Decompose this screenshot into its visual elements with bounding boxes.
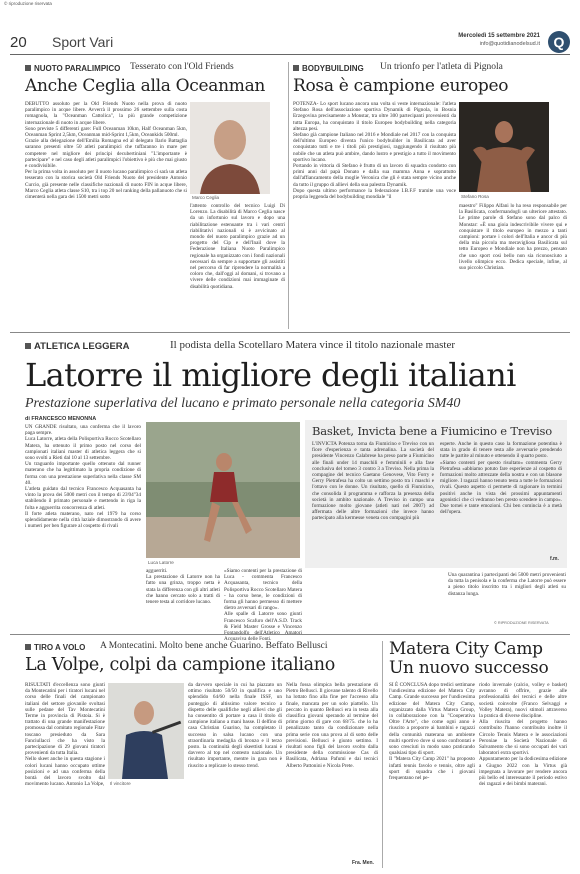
luca-latorre-photo (146, 422, 300, 558)
nuoto-headline: Anche Ceglia alla Oceanman (25, 76, 266, 96)
body-tag: BODYBUILDING (293, 64, 364, 73)
atletica-tag: ATLETICA LEGGERA (25, 341, 130, 352)
page-number: 20 (10, 34, 27, 51)
basket-column-2: esperte. Anche in questo caso la formazione potentina è stata in grado di tenere testa alle avversarie prendendo tutte le partite al minuto e ottenendo il quarto posto. «Siamo contenti per questo risultato» commenta Gerry Pietrafesa «abbiamo potuto fare esperienze al cospetto di formazioni molto attrezzate della nostra e con un blasone migliore. I ragazzi hanno tenuto testa a tutte le formazioni rivali. Questo aspetto ci permette di ragionare in termini positivi anche in vista dei prossimi appuntamenti agonistici che ci vedranno ben presto scendere in campo». Due tornei e tante emozioni. Chi ben comincia è a metà dell'opera. (440, 441, 562, 516)
nuoto-photo-caption: Marco Ceglia (192, 195, 220, 200)
body-photo-caption: Stefano Rosa (461, 194, 489, 199)
atletica-byline: di FRANCESCO MENONNA (25, 416, 97, 422)
matera-subheadline: Un nuovo successo (389, 658, 549, 678)
rights-notice: © riproduzione riservata (4, 1, 52, 6)
column-divider (382, 641, 383, 868)
issue-date: Mercoledì 15 settembre 2021 (458, 33, 540, 39)
tiro-column-3: Nella fossa olimpica bella prestazione di Pietro Bellusci. Il giovane talento di Rivello ha lottato fino alla fine per l'accesso alla finale, mancata per un solo piattello. Un peccato in quanto Bellusci era in testa alla classifica giovani sperando al termine del primo giorno di gare con 68/75. che lo ha penalizzato tanto da condizionare nella prima serie con una prova al di sotto delle previsioni. Bellusci è giunto settimo. I risultati sono figli del lavoro svolto dalla presidente della commissione Cas di Basilicata, Adriana Pafumi e dai tecnici Alberto Pattonini e Nicola Prete. (286, 682, 378, 769)
nuoto-column-1: DEBUTTO assoluto per la Old Friends Nuoto nella prova di nuoto paralimpico in acque libere. Avverrà il prossimo 26 settembre sulla costa romagnola, la "Oceanman Cattolica", la più grande competizione internazionale di nuoto in acque libere. Sono previste 5 differenti gare: Full Oceanman 10km, Half Oceanman 5km, Oceanman Sprint 2,5km, Oceanman mid-Sprint 1,5km, Oceankids 500ml. Grazie alla delegazione dell'Emilia Romagna ed al delegato Ilario Battaglia saranno presenti oltre 50 atleti paralimpici che tuffaranno in mare per competere nel migliore dei principi decubertiniani "L'importante è partecipare" e nel caso degli atleti paralimpici l'obiettivo è più che mai giusto e condivisibile. Per la prima volta in assoluto per il nuoto lucano paralimpico ci sarà un atleta tesserato con la storica società Old Friends Nuoto del presidente Antonio Curcio, già presente nelle classifiche nazionali di nuoto FIN in acque libere, Marco Ceglia atleta classe S10, tra i top 20 nel ranking della pallanuoto che si cimenterà nella gara dei 1500 metri sotto (25, 101, 187, 201)
contact-email[interactable]: info@quotidianodelsud.it (479, 41, 540, 47)
body-kicker: Un trionfo per l'atleta di Pignola (380, 62, 503, 72)
nuoto-column-2: l'attento controllo del tecnico Luigi Di Lorenzo. La disabilità di Marco Ceglia nasce da un infortunio sul lavoro e dopo una riabilitazione estenuante tra i vari centri riabilitativi nazionali si è avvicinato al mondo del nuoto paralimpico grazie ad un progetto del Cip e dell'Inail dove la Federazione Italiana Nuoto Paralimpico regionale ha organizzato con i fondi nazionali necessari da sempre a supportare gli assistiti nel percorso di far riprendere la normalità a coloro che, dall'oggi al domani, si trovano a vivere delle condizioni mai immaginate di disabilità quotidiana. (190, 203, 285, 290)
nuoto-tag: NUOTO PARALIMPICO (25, 64, 120, 73)
column-divider (288, 62, 289, 329)
marco-ceglia-photo (190, 102, 270, 194)
body-column-2: maestro" Filippo Alfani lo ha reso responsabile per la Basilicata, confermandogli un ulteriore attestato. Le prime parole di Stefano sono dal palco di Monstar: «È una gioia indescrivibile vivere qui e conquistare il titolo europeo in mezzo a tanti campioni: portare i colori dell'Italia e ancor di più della mia piccola ma meravigliosa Basilicata sul tetto Europeo e Mondiale non ha prezzo, pensato che uno sport così bello non sia riconosciuto a livello olimpico ecco. Dedica speciale, infine, al suo piccolo Christian. (459, 203, 567, 272)
tiro-tag: TIRO A VOLO (25, 643, 85, 652)
body-column-1: POTENZA- Lo sport lucano ancora una volta si veste internazionale: l'atleta Stefano Rosa dell'associazione sportiva Dynamik di Pignola, in Bosnia Erzegovina precisamente a Monstar, tra oltre 300 partecipanti provenienti da tutta Europa, ha conquistato il titolo Europeo bodybuilding nella categoria altezza pesi. Stefano già campione Italiano nel 2016 e Mondiale nel 2017 con la conquista dell'ultimo Europeo diventa l'unico bodybuilder in Basilicata ad aver conquistato tutti e tre i titoli più prestigiosi, raggiungendo il risultato più nobile che un atleta può ambire, dando lustro e prestigio a tutto il movimento sportivo lucano. Portando in vittoria di Stefano è frutto di un lavoro di squadra condotto con primi anni dal papà Donato e dalla sua mamma Anna e soprattutto dall'affiancamento della moglie Veronica che gli è stata sempre vicino anche da tutto il gruppo di allievi della sua palestra Dynamik. Dopo questa ultimo performance la federazione I.B.F.F tramite una voce propria leggenda del bodybuilding mondiale "il (293, 101, 456, 201)
tiro-headline: La Volpe, colpi da campione italiano (25, 655, 336, 675)
matera-headline: Matera City Camp (389, 639, 543, 659)
tiro-column-1b (108, 789, 184, 868)
atletica-column-4: Una quarantina i partecipanti dei 5000 metri provenienti da tutta la penisola e la conferma che Latorre può essere a pieno titolo inscritto tra i migliori degli atleti su distanza lunga. (448, 572, 566, 597)
body-headline: Rosa è campione europeo (293, 76, 509, 96)
atletica-subheadline: Prestazione superlativa del lucano e primato personale nella categoria SM40 (25, 396, 461, 411)
basket-signature: f.m. (550, 556, 559, 562)
stefano-rosa-photo (459, 102, 549, 192)
header-divider (10, 54, 570, 55)
section-divider (10, 332, 570, 333)
atletica-photo-caption: Luca Latorre (148, 560, 174, 565)
section-divider (10, 634, 570, 635)
atletica-rights: © RIPRODUZIONE RISERVATA (494, 621, 549, 625)
basket-title: Basket, Invicta bene a Fiumicino e Treviso (312, 424, 552, 438)
runner-icon (146, 422, 300, 558)
tiro-kicker: A Montecatini. Molto bene anche Guarino. Beffato Bellusci (100, 641, 328, 651)
bodybuilder-icon (459, 102, 549, 192)
atletica-column-1: UN GRANDE risultato, una conferma che il lavoro paga sempre. Luca Latorre, atleta della Polisportiva Rocco Scotellaro Matera, ha ottenuto il primo posto nel corso del campionati italiani master di atletica leggera che si sono svolti a Rieti dal 10 al 13 settembre. Un traguardo importante quello ottenuto dal runner materano che ha legittimato la propria condizione di forma con una prestazione superlativa nella classe SM 40. L'atleta guidato dal tecnico Francesco Acquasanta ha vinto la prova dei 5000 metri con il tempo di 23'04"34 stabilendo il primato personale e mettendo in riga la folta e agguerrita concorrenza di atleti. Il forte atleta materano, nato nel 1979 ha corso splendidamente nella città laziale dimostrando di avere i numeri per ben figurare al cospetto di rivali (25, 424, 141, 530)
atletica-column-2: agguerriti. La prestazione di Latorre non ha fatto una grinza, troppo netta è stata la differenza con gli altri atleti che hanno cercato solo a tratti di tenere testa al corridore lucano. (146, 568, 220, 606)
tiro-column-1: RISULTATI d'eccellenza sono giunti da Montecatini per i tiratori lucani nel corso delle finali del campionato italiani del settore giovanile svoltasi sulle pedane del Tav Montecatini Terme in provincia di Pistoia. Si è trattato di una grande manifestazione promossa dal comitato regionale Fitav toscano presieduto da Sara Fanciullacci che ha visto la partecipazione di 29 giovani tiratori provenienti da tutta Italia. Nello skeet anche in questa stagione i colori lucani hanno occupato ottime posizioni e ad una conferma della bontà del lavoro svolto dal movimento lucano. Antonio La Volpe, (25, 682, 105, 788)
portrait-icon (190, 102, 270, 194)
matera-column-2: riodo invernale (calcio, volley e basket) avranno di offrire, grazie alle professionalità dei tecnici e delle altre società coinvolte (Franco Selvaggi e Volley Matera), nuovi stimoli attraverso la pratica di diverse discipline. Alla riuscita del progetto hanno contribuito l'hanno contribuito inoltre il Circolo Tennis Matera e le associazioni Peroniae la Società Nazionale di Salvamento che si sono occupati dei vari laboratori extra sportivi. Appuntamento per la dodicesima edizione a Giugno 2022 con la Virtus già impegnata a lavorare per rendere ancora più bello ed interessante il periodo estivo dei ragazzi e dei bimbi materani. (479, 682, 567, 788)
basket-column-1: L'INVICTA Potenza torna da Fiumicino e Treviso con un fiore d'esperienza e tanta adrenalina. La società del presidente Vincenzo Calabrese ha preso parte a Fiumicino alle finali under 14 maschili e femminili e alla fase conclusiva del torneo 3 contro 3 a Treviso. Nella prima la compagine del tecnico Gaetano Genovese, Vito Forry e Gerry Pietrafesa ha colto un settimo posto tra i maschi e l'ottavo con le donne. Un risultato, quello di Fiumicino, che consolida il programma e rafforza la presenza della società in ambito nazionale. A Treviso in campo una formazione molto giovane (atleti nati nel 2007) ad affermata delle altre formazioni che invece hanno partecipato alla kermesse veneta con compagini più (312, 441, 434, 522)
tiro-signature: Fra. Men. (352, 860, 374, 866)
atletica-column-3: «Siamo contenti per la prestazione di Luca - commenta Francesco Acquasanta, tecnico della Polisportiva Rocco Scotellaro Matera - ha corso bene, le condizioni di forma gli hanno permesso di mettere dietro avversari di rango». Alle spalle di Latorre sono giunti Francesco Scafuro dell'A.S.D. Track & Field Master Grosse e Vincenzo Acquaviva delle Fonti. (224, 568, 302, 643)
atletica-headline: Latorre il migliore degli italiani (25, 356, 516, 394)
tiro-column-2: da davvero speciale in cui ha piazzato un ottimo risultato 50/50 in qualifica e uno splendido 64/60 nella finale ISSF, un punteggio di altissimo valore tecnico a dispetto delle qualifiche negli allievi che gli ha consentito di portare a casa il titolo di campione italiano a mani basse. Il delfino di casa Christian Guarino, ha completato il successo in salsa lucano con una straordinaria medaglia di bronzo e il terzo posto. la continuità degli skeettisti lucani è davvero al top nel contesto nazionale. Un risultato importante, mentre in gara non è riuscito a replicare lo stesso trend. (188, 682, 282, 769)
section-title: Sport Vari (52, 34, 114, 50)
tiro-photo-caption: Il vincitore (110, 781, 131, 786)
nuoto-kicker: Tesserato con l'Old Friends (130, 62, 234, 72)
newspaper-logo-icon: Q (548, 31, 570, 53)
matera-column-1: SI È CONCLUSA dopo tredici settimane l'undicesima edizione del Matera City Camp. Grande successo per l'undicesima edizione del Matera City Camp, organizzato dalla Virtus Matera Group, in collaborazione con la "Cooperativa Oltre l'Arte", che come ogni anno è riuscito a proporre ai bambini e ragazzi della comunità materana un ambiente multi sportivo dove si sono confrontati e sono cresciuti in modo sano praticando qualsiasi tipo di sport. Il "Matera City Camp 2021" ha proposto infatti tennis favolo e tennis, oltre agli sport di squadra che i giovani frequentano nel pe- (389, 682, 475, 782)
tiro-photo (108, 683, 184, 779)
shooter-icon (108, 683, 184, 779)
atletica-kicker: Il podista della Scotellaro Matera vince il titolo nazionale master (170, 339, 455, 351)
